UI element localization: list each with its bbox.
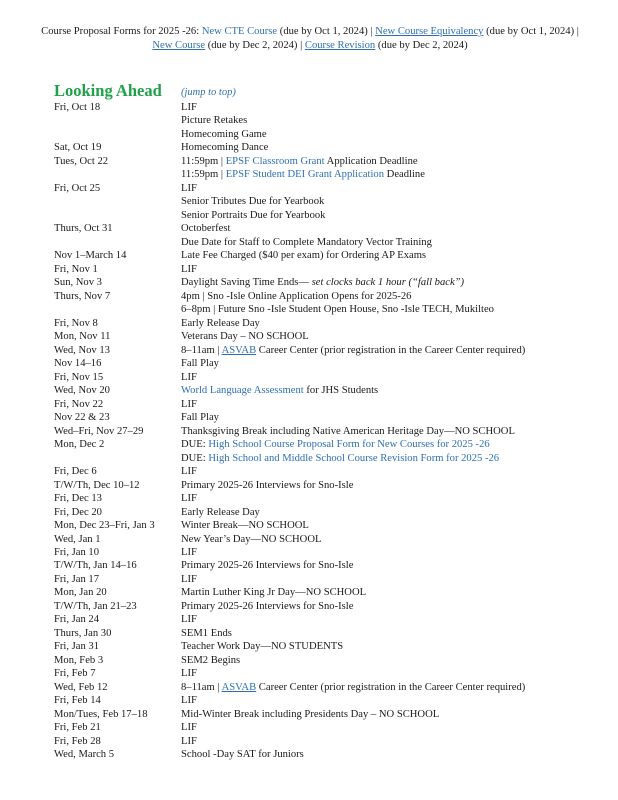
calendar-row — [54, 721, 614, 734]
event-suffix: for JHS Students — [306, 385, 379, 397]
event-link[interactable]: High School Course Proposal Form for New Courses for 2025 -26 — [208, 439, 490, 451]
calendar-row — [54, 398, 614, 411]
calendar-row — [54, 249, 614, 262]
event-description: 4pm | Sno -Isle Online Application Opens for 2025-26 — [181, 290, 412, 302]
event-description: LIF — [181, 735, 197, 747]
calendar-row — [54, 586, 614, 599]
event-description: Early Release Day — [181, 506, 260, 518]
event-suffix: Career Center (prior registration in the Career Center required) — [258, 344, 526, 356]
event-description: Octoberfest — [181, 223, 231, 235]
event-description — [181, 384, 378, 397]
event-description: School -Day SAT for Juniors — [181, 749, 304, 761]
event-description: Primary 2025-26 Interviews for Sno-Isle — [181, 479, 354, 491]
calendar-row — [54, 371, 614, 384]
event-suffix: Career Center (prior registration in the Career Center required) — [258, 681, 526, 693]
event-date: Fri, Dec 6 — [54, 466, 97, 478]
calendar-row — [54, 506, 614, 519]
event-date: Nov 1–March 14 — [54, 250, 127, 262]
event-prefix: 11:59pm | — [181, 155, 224, 167]
event-description — [181, 276, 464, 289]
calendar-row — [54, 654, 614, 667]
calendar-row — [54, 222, 614, 235]
event-date: Wed, Jan 1 — [54, 533, 101, 545]
event-link[interactable]: EPSF Student DEI Grant Application — [225, 169, 385, 181]
event-description: Early Release Day — [181, 317, 260, 329]
event-prefix: Daylight Saving Time Ends— — [181, 277, 310, 289]
intro-lead: Course Proposal Forms for 2025 -26: — [41, 26, 200, 37]
event-date: Thurs, Jan 30 — [54, 627, 112, 639]
event-date: T/W/Th, Dec 10–12 — [54, 479, 140, 491]
event-description: Fall Play — [181, 412, 219, 424]
event-description: New Year’s Day—NO SCHOOL — [181, 533, 322, 545]
event-description — [181, 681, 525, 694]
calendar-row — [54, 748, 614, 761]
event-date: Fri, Nov 15 — [54, 371, 104, 383]
event-description — [181, 344, 525, 357]
event-prefix: 8–11am | — [181, 344, 220, 356]
event-description: LIF — [181, 398, 197, 410]
event-date: Sat, Oct 19 — [54, 142, 102, 154]
event-date: Fri, Dec 13 — [54, 493, 102, 505]
event-description — [181, 168, 425, 181]
event-date: Mon, Nov 11 — [54, 331, 111, 343]
event-date: Mon, Dec 2 — [54, 439, 105, 451]
event-description: LIF — [181, 263, 197, 275]
event-date: T/W/Th, Jan 21–23 — [54, 600, 137, 612]
calendar-row — [54, 357, 614, 370]
calendar-row — [54, 128, 614, 141]
event-date: Wed, Nov 20 — [54, 385, 110, 397]
event-date: Fri, Jan 10 — [54, 546, 100, 558]
event-date: Mon, Feb 3 — [54, 654, 104, 666]
event-description — [181, 155, 418, 168]
event-prefix: 11:59pm | — [181, 169, 224, 181]
event-description: LIF — [181, 371, 197, 383]
event-date: Thurs, Nov 7 — [54, 290, 111, 302]
calendar-row — [54, 452, 614, 465]
event-description: LIF — [181, 695, 197, 707]
event-date: Fri, Nov 1 — [54, 263, 98, 275]
event-description: LIF — [181, 493, 197, 505]
event-prefix: 8–11am | — [181, 681, 220, 693]
event-date: Fri, Jan 24 — [54, 614, 100, 626]
calendar-row — [54, 573, 614, 586]
event-date: Wed, March 5 — [54, 749, 115, 761]
event-date: Fri, Nov 8 — [54, 317, 98, 329]
event-description: Due Date for Staff to Complete Mandatory Vector Training — [181, 236, 432, 248]
revision-due-text: (due by Dec 2, 2024) — [377, 40, 468, 51]
calendar-row — [54, 101, 614, 114]
event-link[interactable]: ASVAB — [221, 344, 257, 356]
new-cte-course-link[interactable]: New CTE Course — [201, 26, 278, 37]
event-date: Fri, Feb 28 — [54, 735, 101, 747]
event-link[interactable]: World Language Assessment — [181, 385, 304, 397]
event-description: LIF — [181, 614, 197, 626]
event-italic-note: set clocks back 1 hour (“fall back”) — [311, 277, 465, 289]
event-date: Fri, Dec 20 — [54, 506, 102, 518]
event-link[interactable]: EPSF Classroom Grant — [225, 155, 325, 167]
event-date: Fri, Feb 21 — [54, 722, 101, 734]
event-date: Fri, Oct 18 — [54, 102, 101, 113]
event-description: Picture Retakes — [181, 115, 248, 127]
event-description: Winter Break—NO SCHOOL — [181, 520, 309, 532]
event-description — [181, 438, 490, 451]
event-description: Primary 2025-26 Interviews for Sno-Isle — [181, 600, 354, 612]
event-date: Wed, Nov 13 — [54, 344, 110, 356]
looking-ahead-heading: Looking Ahead — [54, 81, 162, 100]
event-description: Martin Luther King Jr Day—NO SCHOOL — [181, 587, 367, 599]
event-description — [181, 452, 499, 465]
event-description: Veterans Day – NO SCHOOL — [181, 331, 309, 343]
event-description: Mid-Winter Break including Presidents Day – NO SCHOOL — [181, 708, 440, 720]
equivalency-due-text: (due by Oct 1, 2024) | — [486, 26, 579, 37]
calendar-row — [54, 613, 614, 626]
calendar-row — [54, 384, 614, 397]
event-date: Thurs, Oct 31 — [54, 223, 113, 235]
new-course-due-text: (due by Dec 2, 2024) | — [207, 40, 303, 51]
event-description: LIF — [181, 573, 197, 585]
new-course-link[interactable]: New Course — [152, 40, 206, 51]
event-description: Primary 2025-26 Interviews for Sno-Isle — [181, 560, 354, 572]
event-date: Fri, Feb 7 — [54, 668, 96, 680]
event-description: Thanksgiving Break including Native American Heritage Day—NO SCHOOL — [181, 425, 515, 437]
calendar-list — [54, 101, 614, 762]
event-description: Homecoming Dance — [181, 142, 269, 154]
calendar-row — [54, 290, 614, 303]
event-description: LIF — [181, 466, 197, 478]
calendar-row — [54, 263, 614, 276]
calendar-row — [54, 559, 614, 572]
event-description: 6–8pm | Future Sno -Isle Student Open House, Sno -Isle TECH, Mukilteo — [181, 304, 494, 316]
calendar-row — [54, 640, 614, 653]
calendar-row — [54, 330, 614, 343]
calendar-row — [54, 195, 614, 208]
course-revision-link[interactable]: Course Revision — [304, 40, 376, 51]
calendar-row — [54, 735, 614, 748]
event-description: LIF — [181, 546, 197, 558]
calendar-row — [54, 438, 614, 451]
event-link[interactable]: High School and Middle School Course Revision Form for 2025 -26 — [208, 452, 500, 464]
event-description: SEM2 Begins — [181, 654, 241, 666]
event-date: T/W/Th, Jan 14–16 — [54, 560, 137, 572]
calendar-row — [54, 708, 614, 721]
event-description: LIF — [181, 182, 197, 194]
calendar-row — [54, 492, 614, 505]
event-prefix: DUE: — [181, 452, 206, 464]
new-course-equivalency-link[interactable]: New Course Equivalency — [375, 26, 484, 37]
event-date: Mon, Dec 23–Fri, Jan 3 — [54, 520, 155, 532]
event-date: Wed–Fri, Nov 27–29 — [54, 425, 144, 437]
event-suffix: Deadline — [386, 169, 425, 181]
calendar-row — [54, 411, 614, 424]
calendar-row — [54, 627, 614, 640]
event-description: Teacher Work Day—NO STUDENTS — [181, 641, 344, 653]
event-date: Nov 22 & 23 — [54, 412, 110, 424]
calendar-row — [54, 155, 614, 168]
event-description: LIF — [181, 668, 197, 680]
calendar-row — [54, 425, 614, 438]
event-suffix: Application Deadline — [326, 155, 418, 167]
event-description: LIF — [181, 102, 197, 113]
event-description: Senior Portraits Due for Yearbook — [181, 209, 326, 221]
event-link[interactable]: ASVAB — [221, 681, 257, 693]
event-date: Tues, Oct 22 — [54, 155, 109, 167]
calendar-row — [54, 182, 614, 195]
event-date: Fri, Jan 31 — [54, 641, 100, 653]
event-description: Fall Play — [181, 358, 219, 370]
calendar-row — [54, 168, 614, 181]
event-date: Sun, Nov 3 — [54, 277, 102, 289]
calendar-row — [54, 236, 614, 249]
calendar-row — [54, 465, 614, 478]
event-date: Fri, Nov 22 — [54, 398, 104, 410]
event-date: Fri, Oct 25 — [54, 182, 101, 194]
course-proposal-intro — [40, 25, 580, 53]
event-description: SEM1 Ends — [181, 627, 232, 639]
calendar-row — [54, 681, 614, 694]
calendar-row — [54, 667, 614, 680]
event-description: Homecoming Game — [181, 128, 267, 140]
calendar-row — [54, 694, 614, 707]
calendar-row — [54, 303, 614, 316]
event-date: Mon, Jan 20 — [54, 587, 107, 599]
calendar-row — [54, 344, 614, 357]
calendar-row — [54, 317, 614, 330]
event-date: Nov 14–16 — [54, 358, 102, 370]
calendar-row — [54, 533, 614, 546]
event-description: Late Fee Charged ($40 per exam) for Ordering AP Exams — [181, 250, 427, 262]
calendar-row — [54, 479, 614, 492]
event-date: Fri, Jan 17 — [54, 573, 100, 585]
calendar-row — [54, 209, 614, 222]
event-date: Fri, Feb 14 — [54, 695, 101, 707]
calendar-row — [54, 276, 614, 289]
calendar-row — [54, 546, 614, 559]
event-prefix: DUE: — [181, 439, 206, 451]
event-description: Senior Tributes Due for Yearbook — [181, 196, 325, 208]
event-description: LIF — [181, 722, 197, 734]
calendar-row — [54, 600, 614, 613]
event-date: Mon/Tues, Feb 17–18 — [54, 708, 148, 720]
cte-due-text: (due by Oct 1, 2024) | — [279, 26, 373, 37]
calendar-row — [54, 519, 614, 532]
jump-to-top-link[interactable]: (jump to top) — [181, 87, 236, 98]
calendar-row — [54, 141, 614, 154]
calendar-row — [54, 114, 614, 127]
event-date: Wed, Feb 12 — [54, 681, 108, 693]
